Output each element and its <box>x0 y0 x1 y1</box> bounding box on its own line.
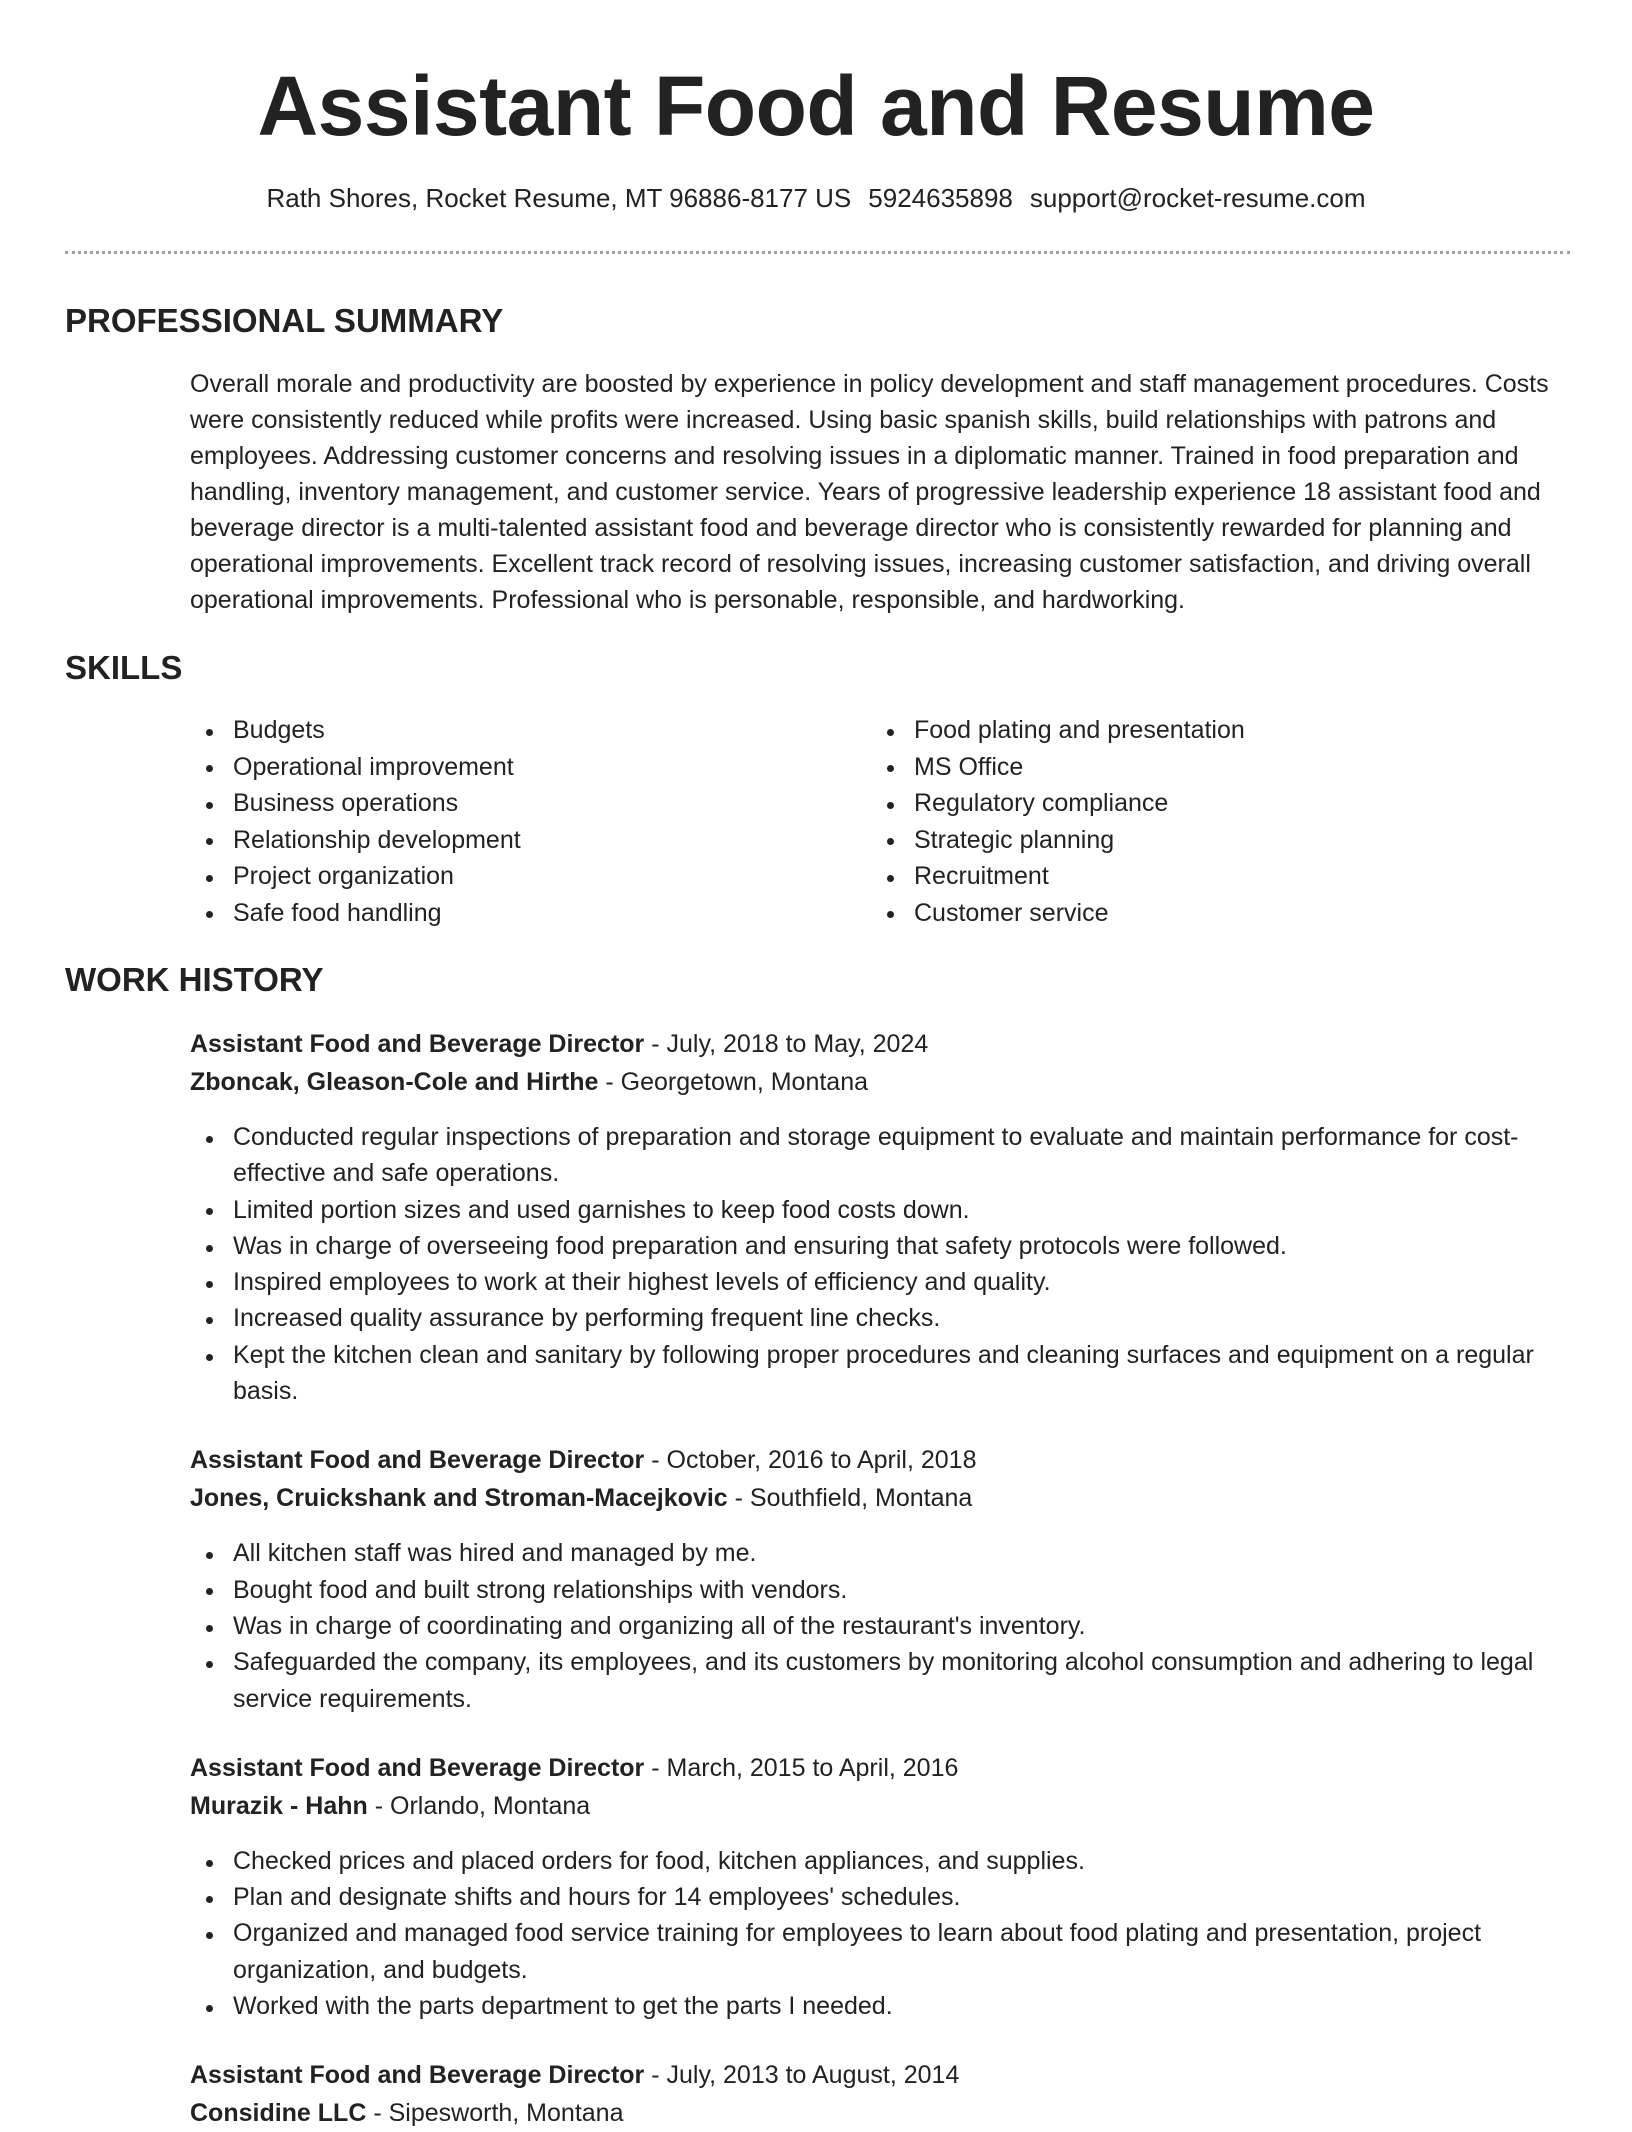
header-divider <box>65 251 1570 254</box>
job-separator: - <box>651 2061 660 2090</box>
skill-item: Operational improvement <box>233 749 914 786</box>
job-bullet: Checked prices and placed orders for food, kitchen appliances, and supplies. <box>233 1843 1555 1879</box>
skill-item: MS Office <box>914 749 1245 786</box>
skill-item: Regulatory compliance <box>914 785 1245 822</box>
work-history-section <box>0 960 1632 2128</box>
job-bullets <box>233 1843 1555 2024</box>
job-company-line <box>190 1787 1632 1825</box>
skill-item: Safe food handling <box>233 895 914 932</box>
job-location: Southfield, Montana <box>749 1484 973 1513</box>
contact-email: support@rocket-resume.com <box>1029 183 1366 213</box>
job-separator: - <box>651 1446 660 1475</box>
job-company: Jones, Cruickshank and Stroman-Macejkovic <box>190 1484 728 1513</box>
job-title-line <box>190 2056 1632 2094</box>
job-separator: - <box>734 1484 743 1513</box>
job-company: Considine LLC <box>190 2099 367 2128</box>
job-entry <box>190 2056 1632 2128</box>
job-company-line <box>190 2094 1632 2132</box>
job-location: Georgetown, Montana <box>620 1068 869 1096</box>
job-location: Orlando, Montana <box>390 1791 591 1820</box>
skill-item: Food plating and presentation <box>914 712 1245 749</box>
job-company-line <box>190 1063 1632 1101</box>
job-title: Assistant Food and Beverage Director <box>190 1753 645 1782</box>
job-bullet: Limited portion sizes and used garnishes to keep food costs down. <box>233 1192 1555 1228</box>
job-title: Assistant Food and Beverage Director <box>190 1446 645 1475</box>
skill-item: Project organization <box>233 858 914 895</box>
job-separator: - <box>374 1791 384 1820</box>
contact-phone: 5924635898 <box>868 183 1013 213</box>
job-bullet: Plan and designate shifts and hours for 14 employees' schedules. <box>233 1879 1555 1915</box>
job-bullets <box>233 1119 1555 1409</box>
skill-item: Strategic planning <box>914 822 1245 859</box>
skill-item: Business operations <box>233 785 914 822</box>
summary-section <box>0 301 1632 618</box>
job-separator: - <box>605 1068 614 1096</box>
skill-item: Customer service <box>914 895 1245 932</box>
job-separator: - <box>651 1030 660 1058</box>
job-dates: March, 2015 to April, 2016 <box>666 1753 959 1782</box>
job-separator: - <box>651 1753 660 1782</box>
job-bullet: Conducted regular inspections of preparation and storage equipment to evaluate and maintain performance for cost-effective and safe operations. <box>233 1119 1555 1192</box>
skill-item: Recruitment <box>914 858 1245 895</box>
summary-text: Overall morale and productivity are boosted by experience in policy development and staff management procedures. Costs were consistently reduced while profits were increased. Using basic spanish skills, build relationships with patrons and employees. Addressing customer concerns and resolving issues in a diplomatic manner. Trained in food preparation and handling, inventory management, and customer service. Years of progressive leadership experience 18 assistant food and beverage director is a multi-talented assistant food and beverage director who is consistently rewarded for planning and operational improvements. Excellent track record of resolving issues, increasing customer satisfaction, and driving overall operational improvements. Professional who is personable, responsible, and hardworking. <box>190 370 1549 614</box>
job-company-line <box>190 1479 1632 1517</box>
job-bullet: Was in charge of overseeing food preparation and ensuring that safety protocols were followed. <box>233 1228 1555 1264</box>
resume-title: Assistant Food and Resume <box>257 59 1375 153</box>
job-bullet: Was in charge of coordinating and organizing all of the restaurant's inventory. <box>233 1608 1555 1644</box>
job-bullet: Kept the kitchen clean and sanitary by following proper procedures and cleaning surfaces and equipment on a regular basis. <box>233 1337 1555 1410</box>
job-title-line <box>190 1025 1632 1063</box>
resume-header <box>0 58 1632 254</box>
contact-line <box>0 181 1632 215</box>
job-dates: July, 2013 to August, 2014 <box>666 2061 960 2090</box>
job-entry <box>190 1749 1632 2024</box>
skill-item: Relationship development <box>233 822 914 859</box>
job-location: Sipesworth, Montana <box>388 2099 624 2128</box>
job-title-line <box>190 1749 1632 1787</box>
job-company: Murazik - Hahn <box>190 1791 368 1820</box>
skills-column-right <box>914 712 1245 931</box>
skill-item: Budgets <box>233 712 914 749</box>
job-bullet: Worked with the parts department to get the parts I needed. <box>233 1988 1555 2024</box>
job-entry <box>190 1025 1632 1409</box>
summary-heading: PROFESSIONAL SUMMARY <box>65 302 504 339</box>
job-entry <box>190 1441 1632 1716</box>
job-bullet: Increased quality assurance by performing frequent line checks. <box>233 1300 1555 1336</box>
skills-grid <box>233 712 1632 931</box>
job-company: Zboncak, Gleason-Cole and Hirthe <box>190 1068 599 1096</box>
skills-column-left <box>233 712 914 931</box>
work-history-heading: WORK HISTORY <box>65 961 324 998</box>
skills-section <box>0 648 1632 931</box>
skills-heading: SKILLS <box>65 649 183 686</box>
job-bullet: Organized and managed food service training for employees to learn about food plating and presentation, project organization, and budgets. <box>233 1915 1555 1988</box>
job-separator: - <box>373 2099 382 2128</box>
job-dates: July, 2018 to May, 2024 <box>666 1030 929 1058</box>
job-title-line <box>190 1441 1632 1479</box>
job-bullet: Inspired employees to work at their highest levels of efficiency and quality. <box>233 1264 1555 1300</box>
job-bullet: All kitchen staff was hired and managed by me. <box>233 1535 1555 1571</box>
contact-address: Rath Shores, Rocket Resume, MT 96886-8177 US <box>266 183 852 213</box>
job-title: Assistant Food and Beverage Director <box>190 2061 645 2090</box>
job-dates: October, 2016 to April, 2018 <box>666 1446 977 1475</box>
job-bullet: Bought food and built strong relationships with vendors. <box>233 1572 1555 1608</box>
job-bullets <box>233 1535 1555 1716</box>
job-bullet: Safeguarded the company, its employees, and its customers by monitoring alcohol consumption and adhering to legal service requirements. <box>233 1644 1555 1717</box>
job-title: Assistant Food and Beverage Director <box>190 1030 645 1058</box>
